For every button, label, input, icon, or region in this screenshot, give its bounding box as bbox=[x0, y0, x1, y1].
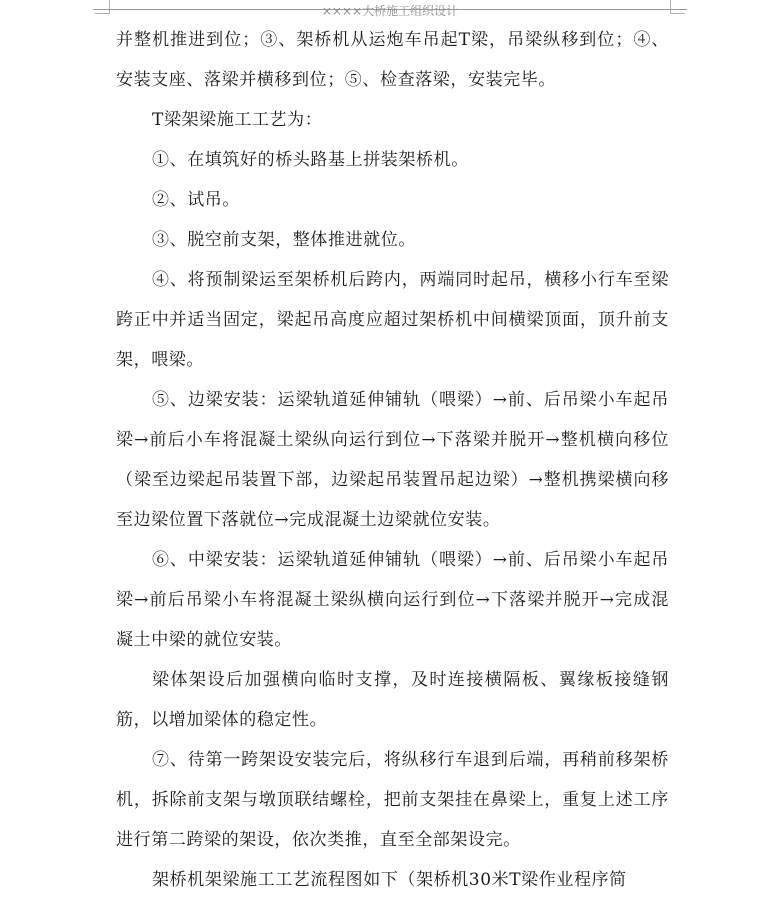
paragraph-flowchart-intro: 架桥机架梁施工工艺流程图如下（架桥机30米T梁作业程序简 bbox=[152, 870, 627, 890]
paragraph-process-heading: T梁架梁施工工艺为： bbox=[152, 110, 323, 130]
page-header-rule bbox=[93, 4, 687, 18]
paragraph-step-4: ④、将预制梁运至架桥机后跨内，两端同时起吊，横移小行车至梁跨正中并适当固定，梁起吊高度应超过架桥机中间横梁顶面，顶升前支架，喂梁。 bbox=[116, 270, 669, 370]
paragraph-step-5-edge-beam: ⑤、边梁安装：运梁轨道延伸铺轨（喂梁）→前、后吊梁小车起吊梁→前后小车将混凝土梁纵向运行到位→下落梁并脱开→整机横向移位（梁至边梁起吊装置下部，边梁起吊装置吊起边梁）→整机携梁横向移至边梁位置下落就位→完成混凝土边梁就位安装。 bbox=[116, 390, 669, 530]
document-body bbox=[116, 20, 669, 900]
paragraph-bracing-note: 梁体架设后加强横向临时支撑，及时连接横隔板、翼缘板接缝钢筋，以增加梁体的稳定性。 bbox=[116, 670, 669, 730]
page-header-title: ××××大桥施工组织设计 bbox=[321, 4, 459, 18]
paragraph-continuation: 并整机推进到位；③、架桥机从运炮车吊起T梁，吊梁纵移到位；④、安装支座、落梁并横移到位；⑤、检查落梁，安装完毕。 bbox=[116, 30, 669, 90]
paragraph-step-6-middle-beam: ⑥、中梁安装：运梁轨道延伸铺轨（喂梁）→前、后吊梁小车起吊梁→前后吊梁小车将混凝土梁纵横向运行到位→下落梁并脱开→完成混凝土中梁的就位安装。 bbox=[116, 550, 669, 650]
paragraph-step-2: ②、试吊。 bbox=[152, 190, 240, 210]
paragraph-step-3: ③、脱空前支架，整体推进就位。 bbox=[152, 230, 416, 250]
paragraph-step-7: ⑦、待第一跨架设安装完后，将纵移行车退到后端，再稍前移架桥机，拆除前支架与墩顶联结螺栓，把前支架挂在鼻梁上，重复上述工序进行第二跨梁的架设，依次类推，直至全部架设完。 bbox=[116, 750, 669, 850]
paragraph-step-1: ①、在填筑好的桥头路基上拼装架桥机。 bbox=[152, 150, 469, 170]
